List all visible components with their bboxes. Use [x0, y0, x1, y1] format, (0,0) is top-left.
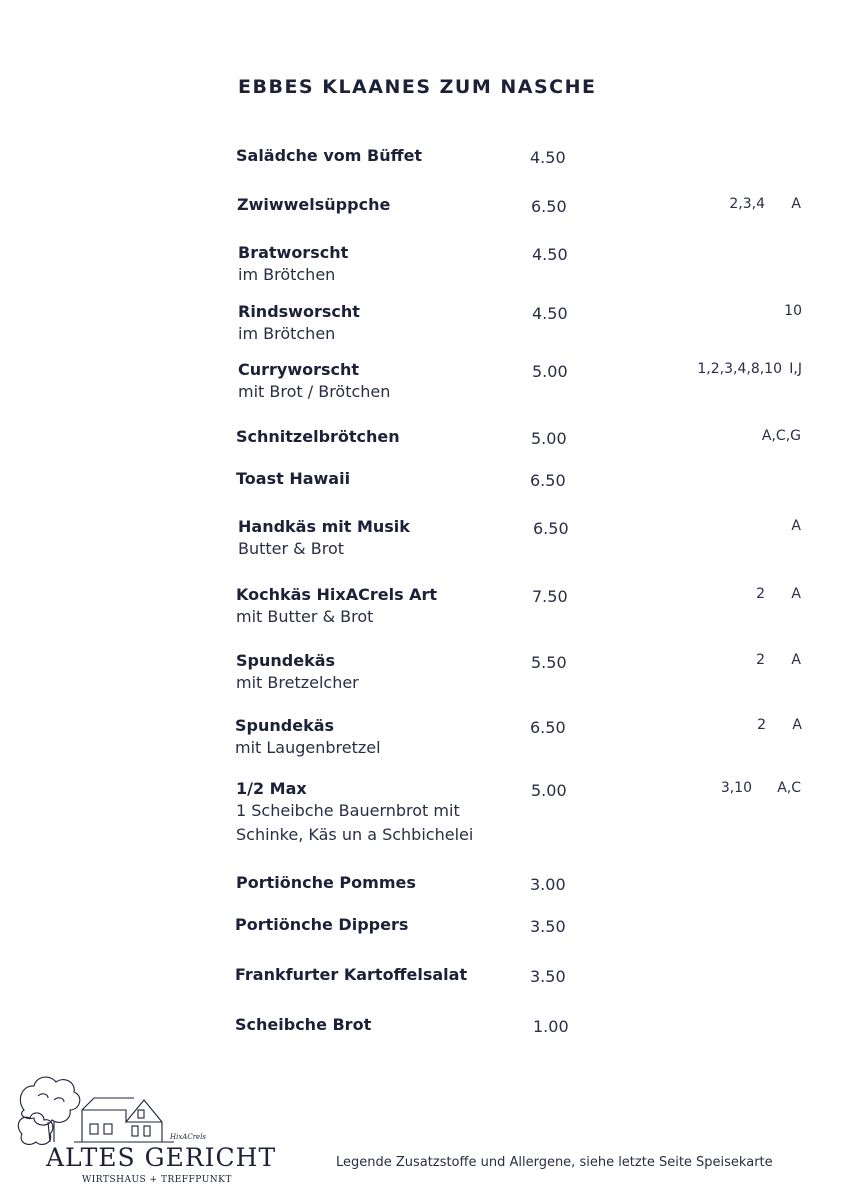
menu-item-description-line2: Schinke, Käs un a Schbichelei: [236, 825, 474, 844]
menu-item-name: Rindsworscht: [238, 302, 360, 321]
menu-item-name: Scheibche Brot: [235, 1015, 372, 1034]
menu-item-allergens: A: [791, 196, 801, 212]
menu-item-allergens: I,J: [789, 361, 802, 377]
menu-item-name: 1/2 Max: [236, 779, 307, 798]
menu-item-allergens: A: [791, 518, 801, 534]
menu-item-description: 1 Scheibche Bauernbrot mit: [236, 801, 460, 820]
menu-item-description: mit Butter & Brot: [236, 607, 374, 626]
menu-item-price: 5.00: [531, 429, 567, 448]
menu-item-additives: 2,3,4: [729, 196, 765, 212]
menu-item-additives: 1,2,3,4,8,10: [697, 361, 782, 377]
menu-item-allergens: A,C: [777, 780, 801, 796]
logo-name: ALTES GERICHT: [46, 1143, 277, 1172]
logo-tagline: WIRTSHAUS + TREFFPUNKT: [82, 1175, 232, 1185]
menu-item-name: Schnitzelbrötchen: [236, 427, 400, 446]
menu-item-price: 5.50: [531, 653, 567, 672]
menu-item-price: 6.50: [530, 718, 566, 737]
allergen-legend-note: Legende Zusatzstoffe und Allergene, siehe letzte Seite Speisekarte: [336, 1155, 773, 1170]
menu-item-name: Curryworscht: [238, 360, 360, 379]
menu-item-description: mit Brot / Brötchen: [238, 382, 391, 401]
menu-item-price: 5.00: [531, 781, 567, 800]
menu-item-price: 6.50: [531, 197, 567, 216]
menu-item-additives: 2: [756, 652, 765, 668]
menu-item-name: Bratworscht: [238, 243, 349, 262]
menu-item-allergens: 10: [784, 303, 802, 319]
menu-item-description: im Brötchen: [238, 265, 336, 284]
menu-item-price: 3.00: [530, 875, 566, 894]
menu-item-price: 4.50: [530, 148, 566, 167]
menu-item-description: mit Bretzelcher: [236, 673, 359, 692]
menu-item-price: 6.50: [530, 471, 566, 490]
logo-small-text: HixACrels: [170, 1133, 207, 1141]
menu-item-additives: 3,10: [720, 780, 752, 796]
menu-item-allergens: A,C,G: [761, 428, 801, 444]
menu-item-name: Salädche vom Büffet: [236, 146, 423, 165]
menu-item-description: im Brötchen: [238, 324, 336, 343]
menu-item-allergens: A: [791, 586, 801, 602]
menu-item-price: 4.50: [532, 304, 568, 323]
menu-item-price: 6.50: [533, 519, 569, 538]
menu-item-name: Kochkäs HixACrels Art: [236, 585, 438, 604]
menu-item-price: 3.50: [530, 967, 566, 986]
menu-item-name: Spundekäs: [236, 651, 336, 670]
menu-item-name: Spundekäs: [235, 716, 335, 735]
menu-item-name: Zwiwwelsüppche: [237, 195, 391, 214]
menu-item-description: mit Laugenbretzel: [235, 738, 381, 757]
logo-illustration: [14, 1070, 224, 1192]
menu-item-allergens: A: [792, 717, 802, 733]
menu-item-description: Butter & Brot: [238, 539, 344, 558]
menu-item-price: 4.50: [532, 245, 568, 264]
menu-item-price: 7.50: [532, 587, 568, 606]
menu-item-additives: 2: [756, 586, 765, 602]
menu-item-name: Portiönche Dippers: [235, 915, 409, 934]
menu-item-name: Handkäs mit Musik: [238, 517, 410, 536]
menu-item-price: 5.00: [532, 362, 568, 381]
menu-item-price: 3.50: [530, 917, 566, 936]
page-title: EBBES KLAANES ZUM NASCHE: [238, 76, 597, 98]
menu-item-allergens: A: [791, 652, 801, 668]
menu-item-name: Toast Hawaii: [236, 469, 351, 488]
menu-item-price: 1.00: [533, 1017, 569, 1036]
menu-item-additives: 2: [757, 717, 766, 733]
menu-item-name: Portiönche Pommes: [236, 873, 416, 892]
menu-item-name: Frankfurter Kartoffelsalat: [235, 965, 468, 984]
